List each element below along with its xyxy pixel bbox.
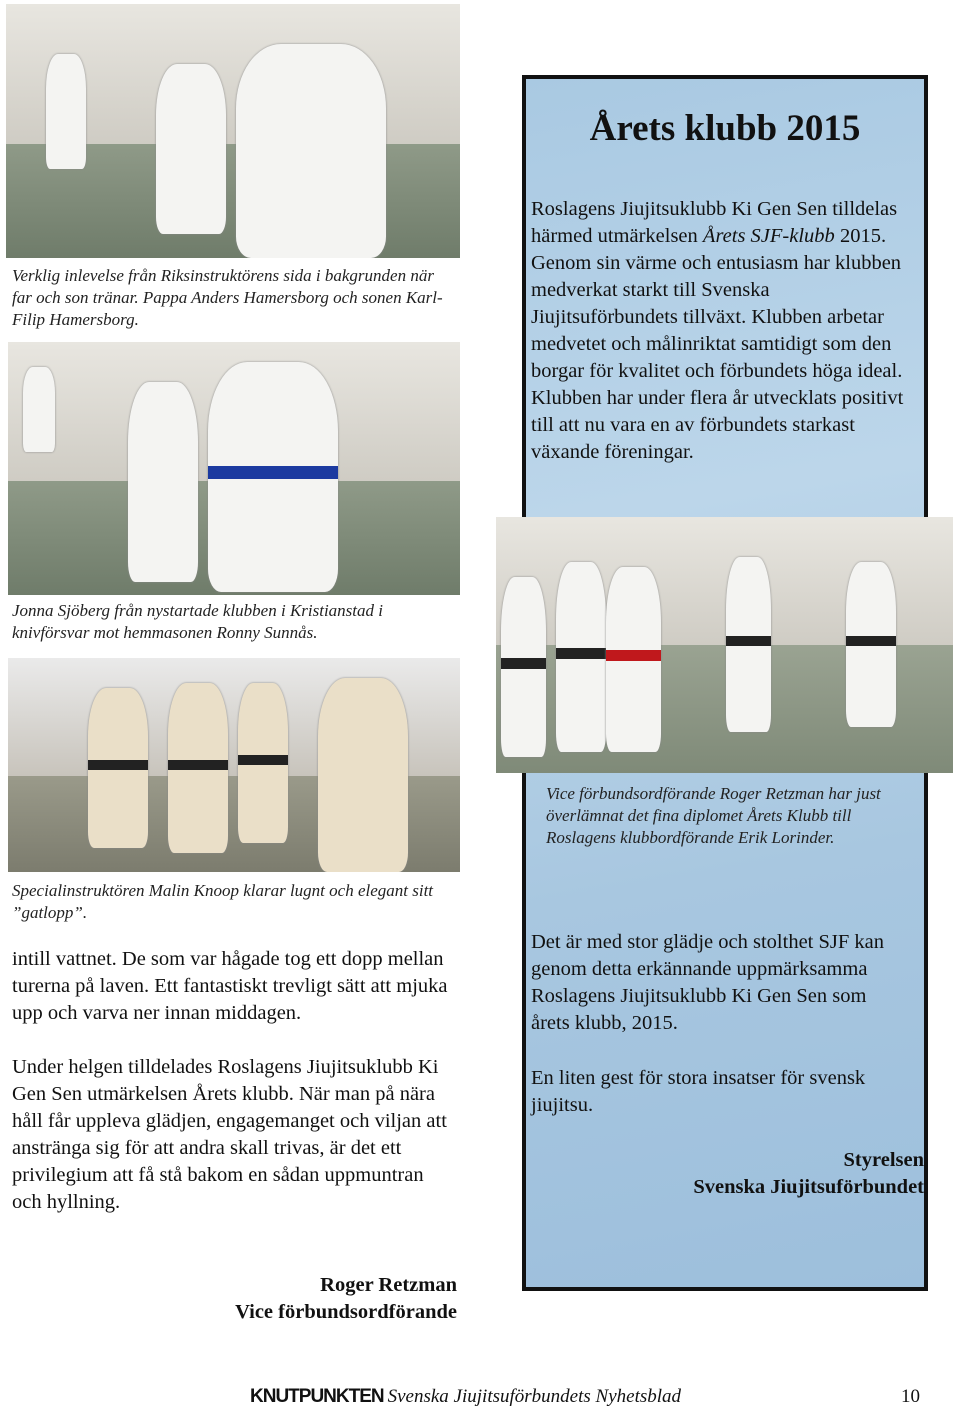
left-signature bbox=[150, 1272, 457, 1326]
photo1-caption: Verklig inlevelse från Riksinstruktörens sida i bakgrunden när far och son tränar. Pappa Anders Hamersborg och sonen Karl-Filip Hamersborg. bbox=[12, 266, 443, 329]
page-number: 10 bbox=[901, 1386, 920, 1407]
photo-knife-defense bbox=[8, 342, 460, 595]
left-article-para1: intill vattnet. De som var hågade tog ett dopp mellan turerna på laven. Ett fantastiskt trevligt sätt att mjuka upp och varva ner innan middagen. bbox=[12, 948, 448, 1024]
award-intro bbox=[531, 196, 915, 466]
left-article bbox=[12, 946, 452, 1216]
award-signature-federation: Svenska Jiujitsuförbundet bbox=[693, 1176, 924, 1198]
award-signature-board: Styrelsen bbox=[843, 1149, 924, 1171]
award-intro-text-rest: 2015. Genom sin värme och entusiasm har klubben medverkat starkt till Svenska Jiujitsuförbundets tillväxt. Klubben arbetar medvetet och målinriktat samtidigt som den borgar för kvalitet och förbundets höga ideal. Klubben har under flera år utvecklats positivt till att nu vara en av förbundets starkast växande föreningar. bbox=[531, 225, 904, 463]
award-name-emphasis: Årets SJF-klubb bbox=[702, 225, 835, 247]
footer-subtitle: Svenska Jiujitsuförbundets Nyhetsblad bbox=[387, 1386, 682, 1407]
award-signature bbox=[544, 1147, 924, 1201]
left-article-para2: Under helgen tilldelades Roslagens Jiujitsuklubb Ki Gen Sen utmärkelsen Årets klubb. När man på nära håll får uppleva glädjen, engagemanget och viljan att anstränga sig för att andra skall trivas, är det ett privilegium att få stå bakom en sådan uppmuntran och hyllning. bbox=[12, 1056, 447, 1213]
photo-gauntlet bbox=[8, 658, 460, 872]
footer-brand: KNUTPUNKTEN bbox=[250, 1386, 384, 1407]
signature-title: Vice förbundsordförande bbox=[235, 1301, 457, 1323]
photo-diploma-handover bbox=[496, 517, 953, 773]
photo4-caption: Vice förbundsordförande Roger Retzman har just överlämnat det fina diplomet Årets Klubb till Roslagens klubbordförande Erik Lorinder. bbox=[546, 784, 881, 847]
award-para2: Det är med stor glädje och stolthet SJF kan genom detta erkännande uppmärksamma Roslagens Jiujitsuklubb Ki Gen Sen som årets klubb, 2015. bbox=[531, 931, 884, 1034]
award-para3: En liten gest för stora insatser för svensk jiujitsu. bbox=[531, 1067, 866, 1116]
photo-father-son-training bbox=[6, 4, 460, 258]
photo3-caption: Specialinstruktören Malin Knoop klarar lugnt och elegant sitt ”gatlopp”. bbox=[12, 881, 434, 922]
award-title: Årets klubb 2015 bbox=[589, 108, 861, 149]
footer bbox=[250, 1386, 920, 1412]
photo2-caption: Jonna Sjöberg från nystartade klubben i Kristianstad i knivförsvar mot hemmasonen Ronny Sunnås. bbox=[12, 601, 383, 642]
signature-name: Roger Retzman bbox=[320, 1274, 457, 1296]
award-intro-text: Roslagens Jiujitsuklubb Ki Gen Sen tilldelas härmed utmärkelsen bbox=[531, 198, 898, 247]
